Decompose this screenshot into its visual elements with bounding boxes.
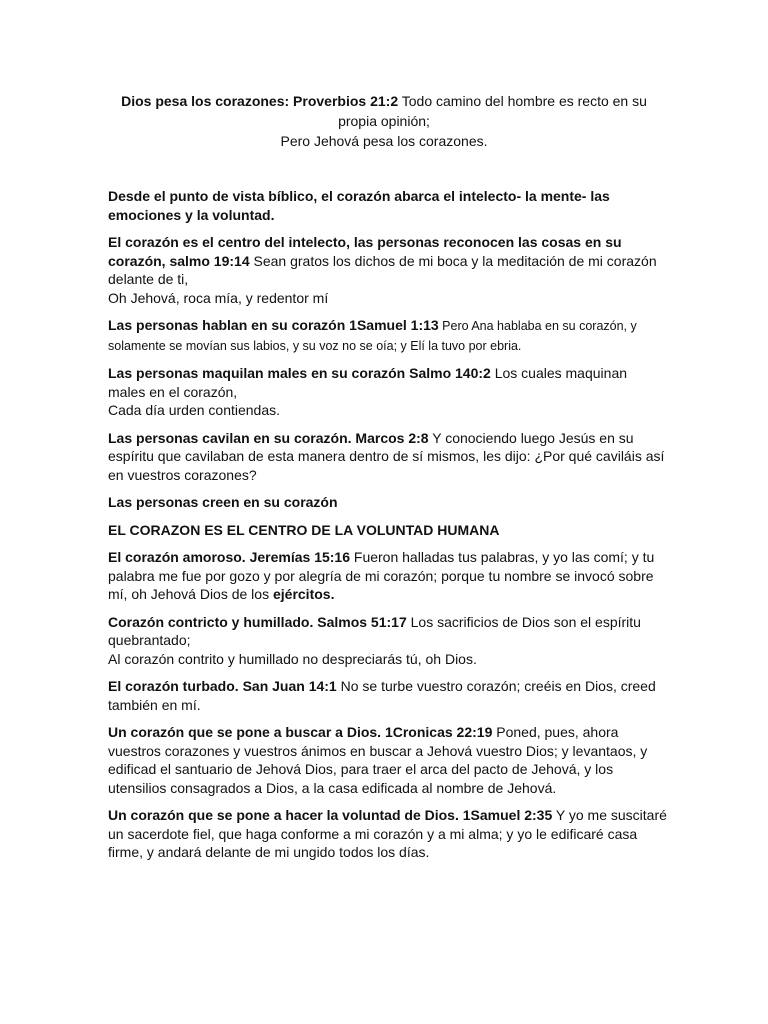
paragraph-ponder — [108, 429, 668, 485]
section-heading-will — [108, 521, 668, 540]
paragraph-heading: Corazón contricto y humillado. Salmos 51:17 — [108, 613, 407, 630]
paragraph-speak — [108, 316, 668, 355]
paragraph-verse: Pero Ana hablaba en su corazón, y solamente se movían sus labios, y su voz no se oía; y Elí la tuvo por ebria. — [108, 319, 637, 353]
paragraph-verse-line2: Al corazón contrito y humillado no despreciarás tú, oh Dios. — [108, 650, 477, 667]
paragraph-heading: Un corazón que se pone a hacer la voluntad de Dios. 1Samuel 2:35 — [108, 807, 553, 823]
paragraph-heading: Un corazón que se pone a buscar a Dios. 1Cronicas 22:19 — [108, 724, 493, 740]
paragraph-troubled — [108, 677, 668, 714]
paragraph-verse: Los cuales maquinan males en el corazón, — [108, 365, 628, 400]
paragraph-verse: Sean gratos los dichos de mi boca y la meditación de mi corazón delante de ti, — [108, 252, 657, 287]
paragraph-contrite — [108, 613, 668, 669]
paragraph-verse: Los sacrificios de Dios son el espíritu quebrantado; — [108, 613, 641, 648]
paragraph-verse: Fueron halladas tus palabras, y yo las comí; y tu palabra me fue por gozo y por alegría de mi corazón; porque tu nombre se invocó sobre mí, oh Jehová Dios de los — [108, 549, 655, 602]
title-verse-text: Todo camino del hombre es recto en su propia opinión; — [338, 93, 647, 129]
paragraph-definition — [108, 187, 668, 224]
paragraph-do-will — [108, 806, 668, 862]
section-heading: EL CORAZON ES EL CENTRO DE LA VOLUNTAD HUMANA — [108, 521, 500, 538]
paragraph-heading: Las personas hablan en su corazón 1Samuel 1:13 — [108, 317, 439, 333]
paragraph-heading: El corazón turbado. San Juan 14:1 — [108, 678, 337, 694]
document-body — [108, 187, 668, 871]
paragraph-verse-line2: Cada día urden contiendas. — [108, 402, 281, 418]
paragraph-intellect — [108, 233, 668, 307]
paragraph-heading: Las personas maquilan males en su corazón Salmo 140:2 — [108, 365, 491, 381]
paragraph-verse-bold-end: ejércitos. — [272, 586, 335, 602]
title-reference: Dios pesa los corazones: Proverbios 21:2 — [121, 93, 399, 109]
paragraph-verse: No se turbe vuestro corazón; creéis en Dios, creed también en mí. — [108, 678, 656, 713]
paragraph-scheme — [108, 364, 668, 420]
paragraph-heading: Las personas cavilan en su corazón. Marcos 2:8 — [108, 429, 429, 446]
paragraph-heading: El corazón es el centro del intelecto, las personas reconocen las cosas en su corazón, salmo 19:14 — [108, 234, 622, 269]
paragraph-heading: Las personas creen en su corazón — [108, 494, 338, 510]
paragraph-seek — [108, 723, 668, 797]
paragraph-verse-line2: Oh Jehová, roca mía, y redentor mí — [108, 289, 329, 306]
paragraph-verse: Poned, pues, ahora vuestros corazones y vuestros ánimos en buscar a Jehová vuestro Dios; y levantaos, y edificad el santuario de Jehová Dios, para traer el arca del pacto de Jehová, y los utensilios consagrados a Dios, a la casa edificada al nombre de Jehová. — [108, 724, 648, 796]
paragraph-verse: Y conociendo luego Jesús en su espíritu que cavilaban de esta manera dentro de sí mismos, les dijo: ¿Por qué caviláis así en vuestros corazones? — [108, 429, 665, 483]
paragraph-believe — [108, 493, 668, 512]
document-title — [100, 91, 668, 151]
paragraph-heading: El corazón amoroso. Jeremías 15:16 — [108, 549, 350, 565]
paragraph-loving — [108, 548, 668, 604]
title-verse-line2: Pero Jehová pesa los corazones. — [280, 133, 488, 149]
paragraph-heading: Desde el punto de vista bíblico, el corazón abarca el intelecto- la mente- las emociones y la voluntad. — [108, 188, 610, 223]
paragraph-verse: Y yo me suscitaré un sacerdote fiel, que haga conforme a mi corazón y a mi alma; y yo le edificaré casa firme, y andará delante de mi ungido todos los días. — [108, 807, 667, 860]
